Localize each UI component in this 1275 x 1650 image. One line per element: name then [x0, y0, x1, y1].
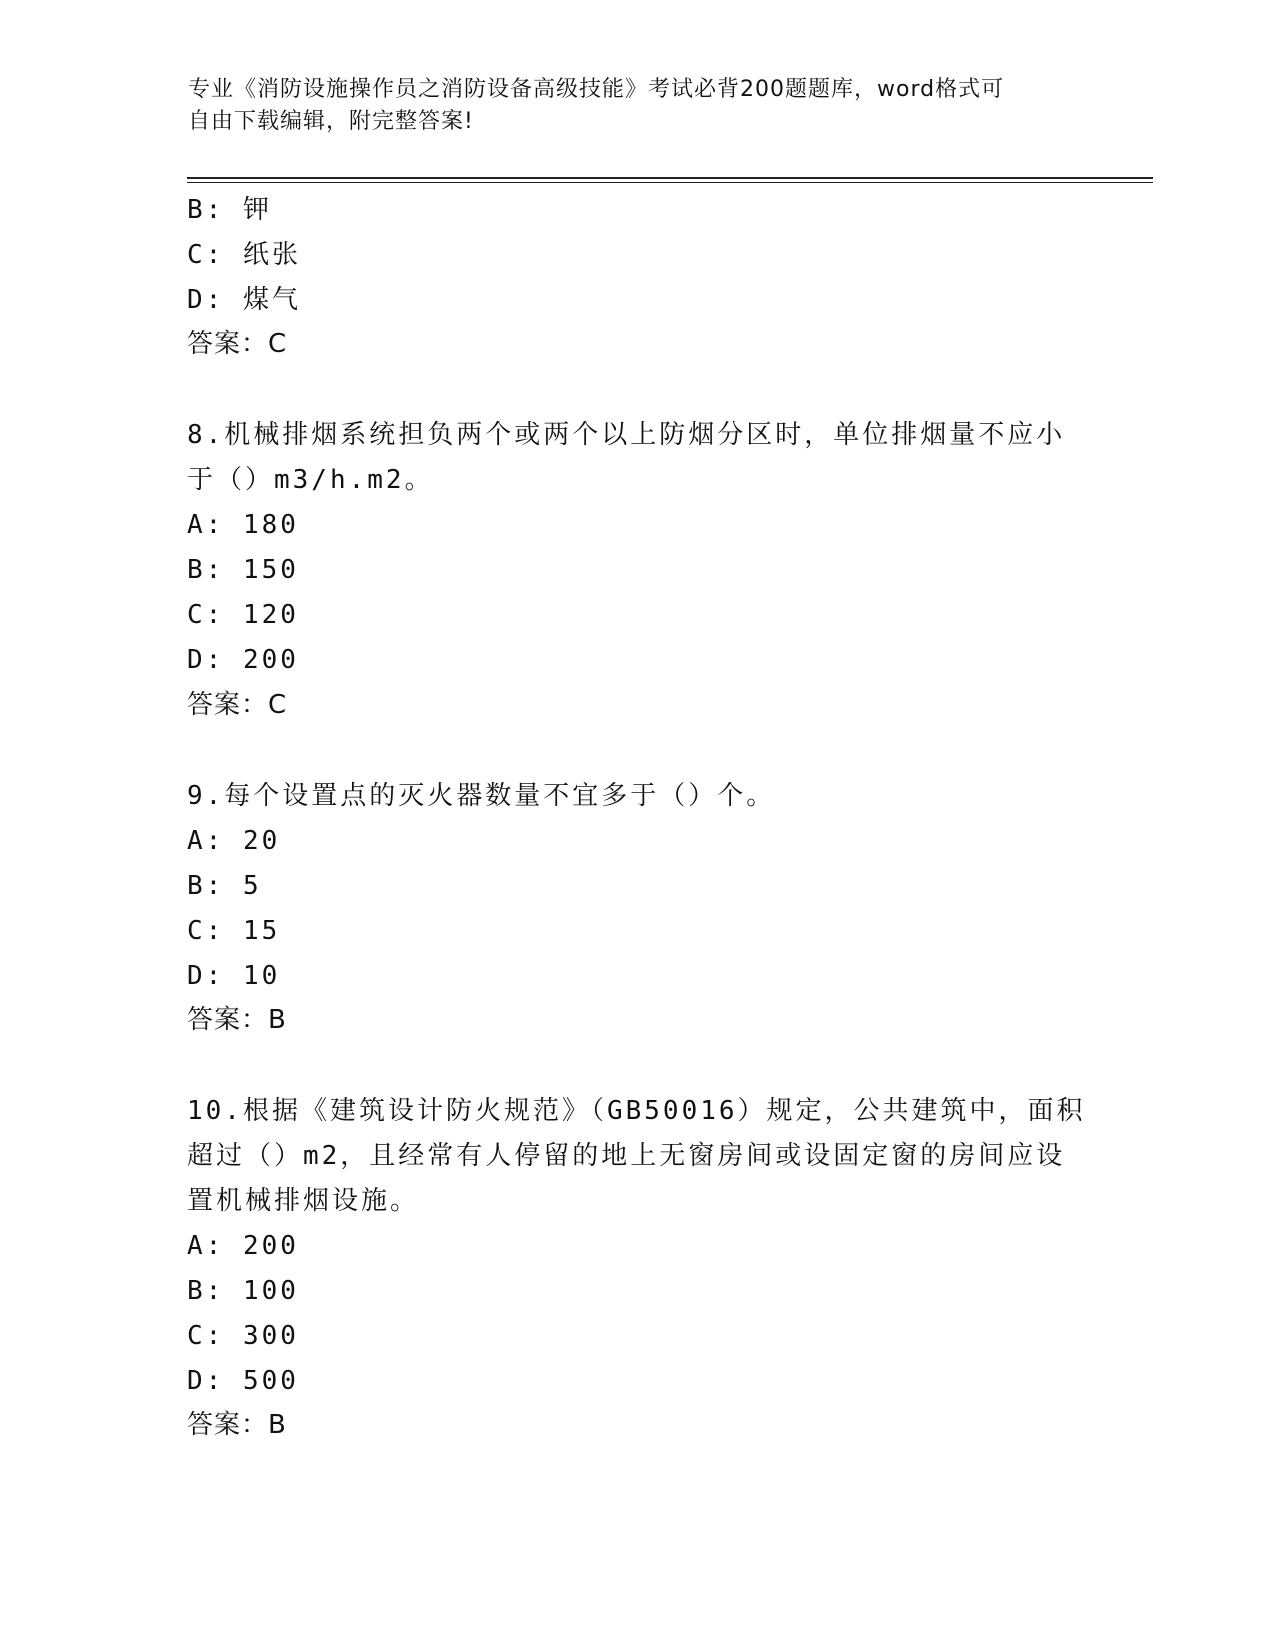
- q9-option-c: C: 15: [187, 916, 281, 946]
- prev-option-d: D: 煤气: [187, 285, 301, 315]
- q9-option-a: A: 20: [187, 826, 281, 856]
- q10-text-line-2: 超过（）m2，且经常有人停留的地上无窗房间或设固定窗的房间应设: [187, 1141, 1066, 1171]
- q8-option-c: C: 120: [187, 600, 299, 630]
- q8-text-line-2: 于（）m3/h.m2。: [187, 465, 434, 495]
- q9-text-line-1: 9.每个设置点的灭火器数量不宜多于（）个。: [187, 781, 776, 811]
- prev-answer: 答案：C: [187, 329, 288, 359]
- q10-text-line-1: 10.根据《建筑设计防火规范》（GB50016）规定，公共建筑中，面积: [187, 1096, 1086, 1126]
- q9-answer: 答案：B: [187, 1005, 287, 1035]
- q8-answer: 答案：C: [187, 690, 288, 720]
- header-line-2: 自由下载编辑，附完整答案!: [188, 109, 474, 134]
- prev-option-c: C: 纸张: [187, 240, 301, 270]
- q8-text-line-1: 8.机械排烟系统担负两个或两个以上防烟分区时，单位排烟量不应小: [187, 420, 1066, 450]
- q10-option-c: C: 300: [187, 1321, 299, 1351]
- q8-option-d: D: 200: [187, 645, 299, 675]
- q8-option-a: A: 180: [187, 510, 299, 540]
- q10-option-a: A: 200: [187, 1231, 299, 1261]
- header-line-1: 专业《消防设施操作员之消防设备高级技能》考试必背200题题库，word格式可: [188, 77, 1005, 102]
- q8-option-b: B: 150: [187, 555, 299, 585]
- prev-option-b: B: 钾: [187, 195, 272, 225]
- q10-option-b: B: 100: [187, 1276, 299, 1306]
- q10-option-d: D: 500: [187, 1366, 299, 1396]
- q9-option-d: D: 10: [187, 961, 281, 991]
- q9-option-b: B: 5: [187, 871, 262, 901]
- header-rule-thin: [187, 182, 1153, 183]
- document-header: [188, 74, 1068, 138]
- q10-text-line-3: 置机械排烟设施。: [187, 1186, 420, 1216]
- header-rule-thick: [187, 177, 1153, 179]
- q10-answer: 答案：B: [187, 1410, 287, 1440]
